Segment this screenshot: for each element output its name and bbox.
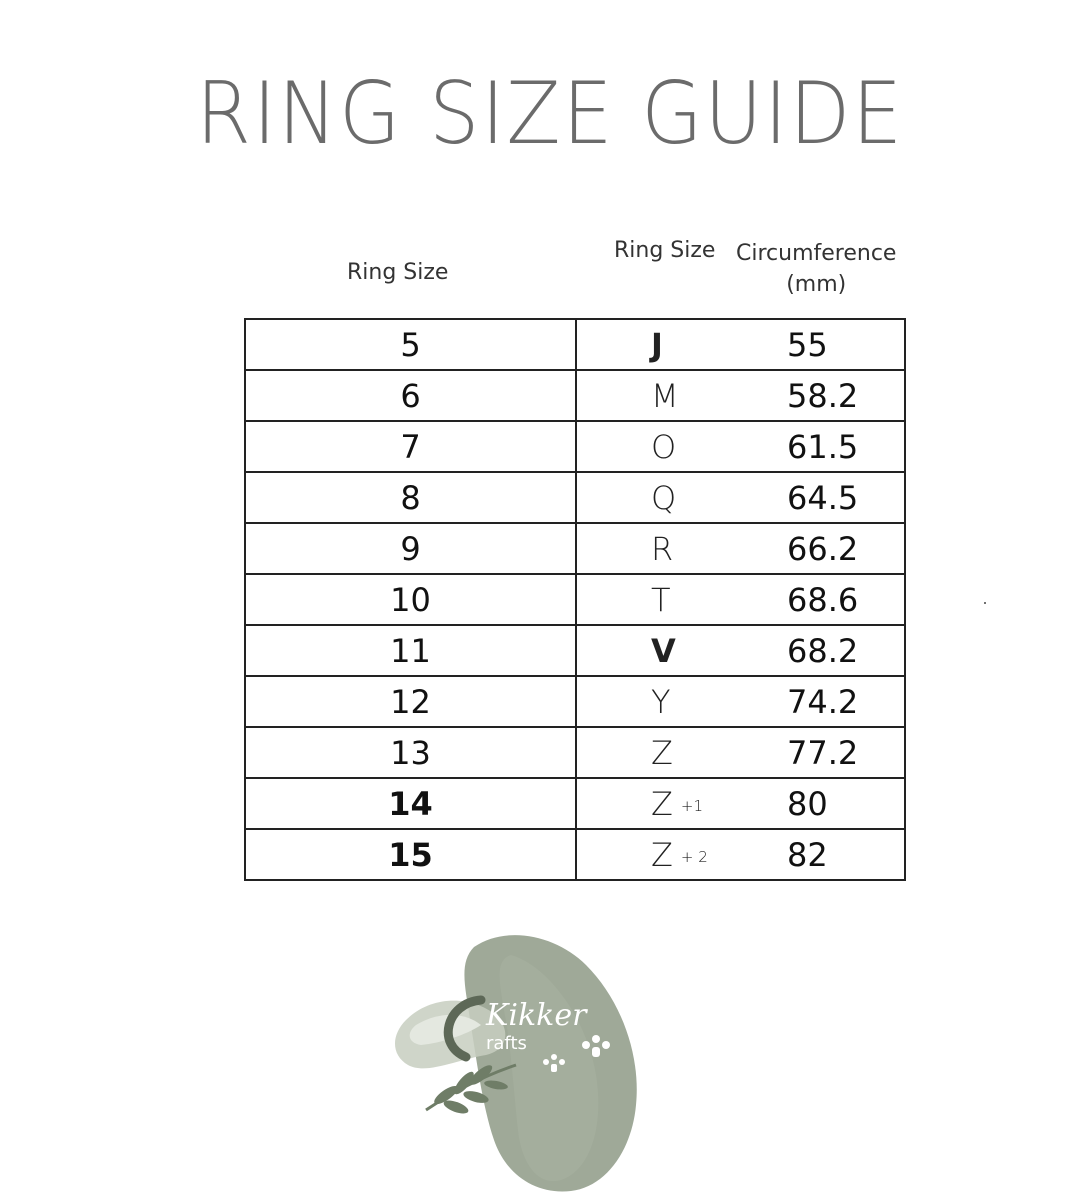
header-circumference-unit: (mm): [786, 272, 847, 297]
uk-size-cell: [576, 829, 905, 880]
circumference-value: 80: [787, 784, 828, 823]
kikker-crafts-logo: [386, 925, 666, 1195]
uk-size-cell: [576, 370, 905, 421]
uk-size-letter: J: [651, 325, 663, 364]
circumference-value: 55: [787, 325, 828, 364]
circumference-value: 61.5: [787, 427, 859, 466]
uk-size-modifier: +1: [680, 796, 704, 815]
table-row: [245, 421, 905, 472]
us-size-cell: 13: [245, 727, 576, 778]
header-us-ring-size: Ring Size: [347, 260, 449, 285]
table-row: [245, 319, 905, 370]
uk-size-cell: [576, 676, 905, 727]
circumference-value: 68.6: [787, 580, 859, 619]
us-size-cell: 6: [245, 370, 576, 421]
table-row: [245, 829, 905, 880]
page-title: RING SIZE GUIDE: [196, 64, 904, 164]
header-uk-ring-size: Ring Size: [614, 238, 716, 263]
header-circumference: [736, 238, 896, 300]
us-size-cell: 10: [245, 574, 576, 625]
logo-text-main: Kikker: [486, 998, 587, 1033]
circumference-value: 74.2: [787, 682, 859, 721]
us-size-cell: 7: [245, 421, 576, 472]
uk-size-modifier: + 2: [680, 847, 708, 866]
uk-size-letter: R: [651, 529, 674, 568]
us-size-cell: 11: [245, 625, 576, 676]
us-size-cell: 5: [245, 319, 576, 370]
uk-size-cell: [576, 625, 905, 676]
stray-dot: [984, 602, 986, 604]
uk-size-letter: O: [651, 427, 677, 466]
uk-size-letter: Z +1: [651, 784, 704, 823]
table-row: [245, 370, 905, 421]
table-row: [245, 574, 905, 625]
table-row: [245, 523, 905, 574]
uk-size-letter: T: [651, 580, 671, 619]
uk-size-letter: Z + 2: [651, 835, 708, 874]
us-size-cell: 8: [245, 472, 576, 523]
us-size-cell: 9: [245, 523, 576, 574]
circumference-value: 77.2: [787, 733, 859, 772]
us-size-cell: 14: [245, 778, 576, 829]
circumference-value: 68.2: [787, 631, 859, 670]
uk-size-cell: [576, 523, 905, 574]
uk-size-cell: [576, 574, 905, 625]
us-size-cell: 15: [245, 829, 576, 880]
uk-size-cell: [576, 778, 905, 829]
us-size-cell: 12: [245, 676, 576, 727]
logo-graphic: [386, 925, 666, 1195]
uk-size-cell: [576, 727, 905, 778]
uk-size-letter: Y: [651, 682, 671, 721]
header-circumference-label: Circumference: [736, 241, 897, 266]
logo-text-sub: rafts: [486, 1033, 527, 1054]
uk-size-letter: Z: [651, 733, 673, 772]
uk-size-cell: [576, 319, 905, 370]
uk-size-letter: Q: [651, 478, 677, 517]
uk-size-cell: [576, 421, 905, 472]
uk-size-letter: V: [651, 631, 676, 670]
table-row: [245, 625, 905, 676]
circumference-value: 66.2: [787, 529, 859, 568]
circumference-value: 58.2: [787, 376, 859, 415]
table-row: [245, 778, 905, 829]
table-row: [245, 676, 905, 727]
circumference-value: 82: [787, 835, 828, 874]
ring-size-table: [244, 318, 906, 881]
table-row: [245, 727, 905, 778]
table-row: [245, 472, 905, 523]
uk-size-cell: [576, 472, 905, 523]
circumference-value: 64.5: [787, 478, 859, 517]
uk-size-letter: M: [651, 376, 679, 415]
